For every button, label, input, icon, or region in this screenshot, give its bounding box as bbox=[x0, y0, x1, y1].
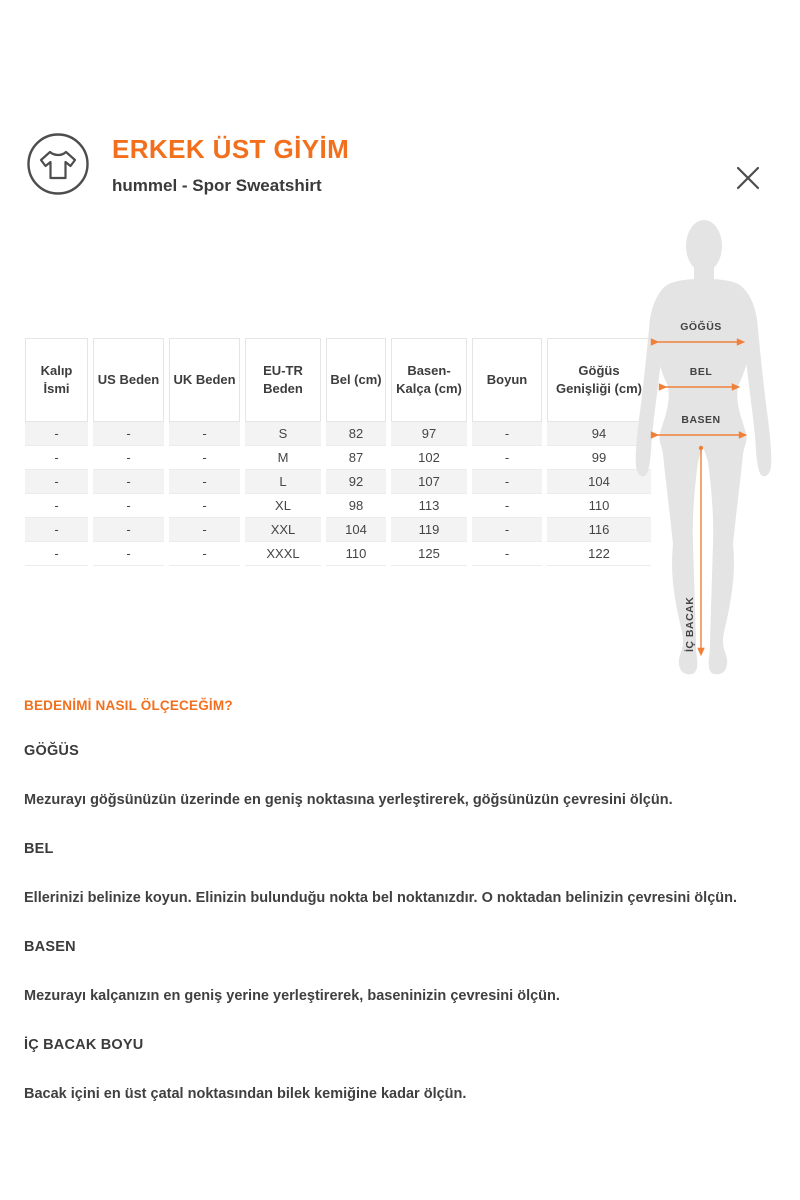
table-cell: - bbox=[169, 446, 240, 470]
table-cell: 104 bbox=[547, 470, 651, 494]
table-row bbox=[25, 494, 651, 518]
table-cell: - bbox=[93, 542, 164, 566]
table-cell: 119 bbox=[391, 518, 467, 542]
table-cell: - bbox=[25, 542, 88, 566]
table-cell: - bbox=[93, 494, 164, 518]
table-cell: 104 bbox=[326, 518, 386, 542]
guide-section-text: Mezurayı kalçanızın en geniş yerine yerleştirerek, baseninizin çevresini ölçün. bbox=[24, 988, 560, 1004]
guide-section-heading: BEL bbox=[24, 841, 54, 857]
table-cell: - bbox=[25, 470, 88, 494]
table-cell: 122 bbox=[547, 542, 651, 566]
table-cell: - bbox=[93, 422, 164, 446]
table-cell: 110 bbox=[326, 542, 386, 566]
table-cell: - bbox=[25, 422, 88, 446]
table-cell: - bbox=[25, 518, 88, 542]
guide-section-heading: İÇ BACAK BOYU bbox=[24, 1037, 144, 1053]
guide-section-text: Mezurayı göğsünüzün üzerinde en geniş noktasına yerleştirerek, göğsünüzün çevresini ölçün. bbox=[24, 792, 673, 808]
measurement-guide bbox=[24, 698, 776, 1135]
table-cell: - bbox=[169, 470, 240, 494]
guide-title: BEDENİMİ NASIL ÖLÇECEĞİM? bbox=[24, 698, 233, 713]
table-header-cell: Bel (cm) bbox=[326, 338, 386, 422]
table-cell: - bbox=[472, 422, 542, 446]
table-header-cell: US Beden bbox=[93, 338, 164, 422]
table-cell: 92 bbox=[326, 470, 386, 494]
male-silhouette bbox=[636, 220, 772, 674]
table-cell: 98 bbox=[326, 494, 386, 518]
guide-sections bbox=[24, 743, 776, 1109]
table-cell: 94 bbox=[547, 422, 651, 446]
category-tshirt-badge bbox=[26, 132, 90, 196]
product-subtitle: hummel - Spor Sweatshirt bbox=[112, 176, 322, 195]
waist-label: BEL bbox=[689, 366, 713, 378]
table-cell: - bbox=[169, 494, 240, 518]
table-cell: 116 bbox=[547, 518, 651, 542]
table-cell: - bbox=[169, 422, 240, 446]
table-header-cell: Kalıp İsmi bbox=[25, 338, 88, 422]
table-cell: - bbox=[25, 446, 88, 470]
table-row bbox=[25, 518, 651, 542]
table-row bbox=[25, 542, 651, 566]
table-cell: 107 bbox=[391, 470, 467, 494]
table-cell: - bbox=[169, 542, 240, 566]
table-cell: - bbox=[93, 518, 164, 542]
table-header-cell: Boyun bbox=[472, 338, 542, 422]
hip-label: BASEN bbox=[681, 414, 721, 426]
table-cell: M bbox=[245, 446, 321, 470]
table-cell: - bbox=[472, 470, 542, 494]
table-cell: - bbox=[93, 470, 164, 494]
table-cell: S bbox=[245, 422, 321, 446]
table-cell: - bbox=[472, 446, 542, 470]
male-silhouette-diagram bbox=[616, 214, 792, 686]
table-cell: - bbox=[472, 518, 542, 542]
table-header-cell: UK Beden bbox=[169, 338, 240, 422]
table-cell: - bbox=[472, 494, 542, 518]
size-table bbox=[20, 338, 656, 566]
table-cell: - bbox=[169, 518, 240, 542]
inseam-arrow-origin-dot bbox=[699, 446, 703, 450]
close-icon bbox=[732, 162, 764, 194]
body-measurement-figure bbox=[616, 214, 792, 686]
inseam-label: İÇ BACAK bbox=[684, 596, 696, 652]
table-cell: XL bbox=[245, 494, 321, 518]
table-cell: - bbox=[25, 494, 88, 518]
table-header-cell: Göğüs Genişliği (cm) bbox=[547, 338, 651, 422]
guide-section-text: Ellerinizi belinize koyun. Elinizin bulunduğu nokta bel noktanızdır. O noktadan belinizin çevresini ölçün. bbox=[24, 890, 737, 906]
table-cell: - bbox=[93, 446, 164, 470]
table-row bbox=[25, 422, 651, 446]
table-cell: 110 bbox=[547, 494, 651, 518]
table-cell: 99 bbox=[547, 446, 651, 470]
page-title: ERKEK ÜST GİYİM bbox=[112, 134, 350, 164]
tshirt-icon bbox=[26, 132, 90, 196]
table-cell: 97 bbox=[391, 422, 467, 446]
chest-label: GÖĞÜS bbox=[680, 321, 722, 333]
guide-section-heading: GÖĞÜS bbox=[24, 743, 79, 759]
table-cell: L bbox=[245, 470, 321, 494]
table-row bbox=[25, 470, 651, 494]
table-cell: 102 bbox=[391, 446, 467, 470]
table-header-cell: EU-TR Beden bbox=[245, 338, 321, 422]
close-button[interactable] bbox=[732, 162, 764, 194]
table-row bbox=[25, 446, 651, 470]
table-header-row bbox=[25, 338, 651, 422]
table-cell: 82 bbox=[326, 422, 386, 446]
table-cell: - bbox=[472, 542, 542, 566]
table-cell: 87 bbox=[326, 446, 386, 470]
guide-section-text: Bacak içini en üst çatal noktasından bilek kemiğine kadar ölçün. bbox=[24, 1086, 467, 1102]
table-cell: 113 bbox=[391, 494, 467, 518]
table-cell: XXXL bbox=[245, 542, 321, 566]
guide-section-heading: BASEN bbox=[24, 939, 76, 955]
table-header-cell: Basen-Kalça (cm) bbox=[391, 338, 467, 422]
table-cell: 125 bbox=[391, 542, 467, 566]
table-cell: XXL bbox=[245, 518, 321, 542]
